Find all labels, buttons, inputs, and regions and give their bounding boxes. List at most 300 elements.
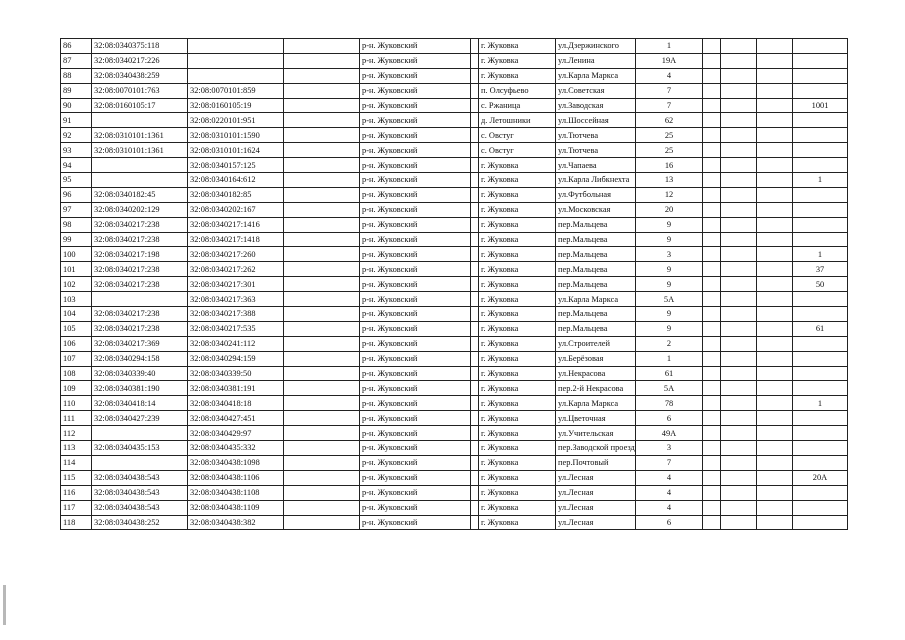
empty-cell (757, 128, 793, 143)
empty-cell (471, 247, 479, 262)
apartment-number-cell (793, 485, 848, 500)
apartment-number-cell (793, 411, 848, 426)
house-number-cell: 2 (636, 336, 703, 351)
row-number-cell: 89 (61, 83, 92, 98)
empty-cell (703, 68, 721, 83)
empty-cell (703, 485, 721, 500)
house-number-cell: 4 (636, 500, 703, 515)
empty-cell (721, 113, 757, 128)
house-number-cell: 13 (636, 173, 703, 188)
street-cell: пер.Почтовый (556, 455, 636, 470)
empty-cell (721, 366, 757, 381)
table-row (61, 336, 848, 351)
empty-cell (757, 351, 793, 366)
empty-cell (703, 247, 721, 262)
cadastral-number-cell: 32:08:0340435:153 (92, 441, 188, 456)
object-cadastral-number-cell: 32:08:0340438:382 (188, 515, 284, 530)
locality-cell: г. Жуковка (479, 485, 556, 500)
empty-cell (471, 68, 479, 83)
district-cell: р-н. Жуковский (360, 173, 471, 188)
street-cell: пер.Мальцева (556, 247, 636, 262)
empty-cell (284, 83, 360, 98)
empty-cell (703, 113, 721, 128)
object-cadastral-number-cell: 32:08:0340418:18 (188, 396, 284, 411)
empty-cell (284, 232, 360, 247)
apartment-number-cell: 37 (793, 262, 848, 277)
table-row (61, 53, 848, 68)
cadastral-number-cell: 32:08:0340438:543 (92, 485, 188, 500)
district-cell: р-н. Жуковский (360, 217, 471, 232)
empty-cell (703, 217, 721, 232)
empty-cell (721, 336, 757, 351)
object-cadastral-number-cell: 32:08:0340427:451 (188, 411, 284, 426)
empty-cell (284, 396, 360, 411)
street-cell: пер.2-й Некрасова (556, 381, 636, 396)
district-cell: р-н. Жуковский (360, 158, 471, 173)
empty-cell (471, 515, 479, 530)
object-cadastral-number-cell: 32:08:0340294:159 (188, 351, 284, 366)
empty-cell (721, 307, 757, 322)
empty-cell (721, 53, 757, 68)
street-cell: ул.Ленина (556, 53, 636, 68)
table-row (61, 158, 848, 173)
row-number-cell: 87 (61, 53, 92, 68)
empty-cell (703, 426, 721, 441)
empty-cell (471, 202, 479, 217)
empty-cell (284, 158, 360, 173)
street-cell: пер.Мальцева (556, 262, 636, 277)
table-row (61, 500, 848, 515)
house-number-cell: 7 (636, 98, 703, 113)
apartment-number-cell: 1001 (793, 98, 848, 113)
house-number-cell: 12 (636, 187, 703, 202)
house-number-cell: 4 (636, 470, 703, 485)
empty-cell (471, 113, 479, 128)
empty-cell (721, 217, 757, 232)
locality-cell: г. Жуковка (479, 68, 556, 83)
empty-cell (284, 426, 360, 441)
empty-cell (471, 500, 479, 515)
locality-cell: г. Жуковка (479, 381, 556, 396)
locality-cell: г. Жуковка (479, 217, 556, 232)
table-row (61, 455, 848, 470)
empty-cell (284, 173, 360, 188)
district-cell: р-н. Жуковский (360, 143, 471, 158)
street-cell: ул.Карла Маркса (556, 68, 636, 83)
house-number-cell: 49А (636, 426, 703, 441)
apartment-number-cell (793, 441, 848, 456)
cadastral-number-cell: 32:08:0310101:1361 (92, 143, 188, 158)
locality-cell: г. Жуковка (479, 307, 556, 322)
empty-cell (471, 426, 479, 441)
row-number-cell: 97 (61, 202, 92, 217)
cadastral-number-cell: 32:08:0340217:226 (92, 53, 188, 68)
cadastral-number-cell: 32:08:0340202:129 (92, 202, 188, 217)
row-number-cell: 109 (61, 381, 92, 396)
street-cell: пер.Мальцева (556, 307, 636, 322)
table-row (61, 411, 848, 426)
empty-cell (471, 187, 479, 202)
apartment-number-cell (793, 113, 848, 128)
house-number-cell: 25 (636, 128, 703, 143)
object-cadastral-number-cell: 32:08:0310101:1590 (188, 128, 284, 143)
row-number-cell: 111 (61, 411, 92, 426)
apartment-number-cell: 20А (793, 470, 848, 485)
cadastral-number-cell: 32:08:0340182:45 (92, 187, 188, 202)
empty-cell (471, 336, 479, 351)
empty-cell (721, 485, 757, 500)
empty-cell (703, 232, 721, 247)
street-cell: пер.Мальцева (556, 277, 636, 292)
district-cell: р-н. Жуковский (360, 515, 471, 530)
street-cell: пер.Мальцева (556, 217, 636, 232)
locality-cell: г. Жуковка (479, 262, 556, 277)
empty-cell (703, 202, 721, 217)
table-row (61, 426, 848, 441)
house-number-cell: 78 (636, 396, 703, 411)
table-row (61, 351, 848, 366)
empty-cell (703, 187, 721, 202)
apartment-number-cell (793, 128, 848, 143)
scan-edge-mark (3, 585, 6, 625)
empty-cell (757, 441, 793, 456)
empty-cell (471, 262, 479, 277)
empty-cell (471, 381, 479, 396)
object-cadastral-number-cell: 32:08:0340217:262 (188, 262, 284, 277)
table-row (61, 39, 848, 54)
object-cadastral-number-cell (188, 53, 284, 68)
empty-cell (284, 217, 360, 232)
row-number-cell: 113 (61, 441, 92, 456)
district-cell: р-н. Жуковский (360, 262, 471, 277)
district-cell: р-н. Жуковский (360, 98, 471, 113)
locality-cell: г. Жуковка (479, 500, 556, 515)
empty-cell (284, 366, 360, 381)
district-cell: р-н. Жуковский (360, 83, 471, 98)
table-row (61, 515, 848, 530)
apartment-number-cell (793, 366, 848, 381)
row-number-cell: 104 (61, 307, 92, 322)
house-number-cell: 9 (636, 217, 703, 232)
empty-cell (284, 68, 360, 83)
house-number-cell: 5А (636, 292, 703, 307)
row-number-cell: 95 (61, 173, 92, 188)
cadastral-number-cell: 32:08:0340217:238 (92, 277, 188, 292)
street-cell: ул.Цветочная (556, 411, 636, 426)
empty-cell (284, 292, 360, 307)
empty-cell (471, 128, 479, 143)
empty-cell (703, 143, 721, 158)
locality-cell: г. Жуковка (479, 336, 556, 351)
table-row (61, 485, 848, 500)
object-cadastral-number-cell: 32:08:0340217:388 (188, 307, 284, 322)
district-cell: р-н. Жуковский (360, 321, 471, 336)
empty-cell (721, 292, 757, 307)
registry-rows (61, 39, 848, 530)
row-number-cell: 108 (61, 366, 92, 381)
object-cadastral-number-cell: 32:08:0340217:535 (188, 321, 284, 336)
locality-cell: п. Олсуфьево (479, 83, 556, 98)
empty-cell (471, 351, 479, 366)
table-row (61, 187, 848, 202)
row-number-cell: 98 (61, 217, 92, 232)
empty-cell (703, 336, 721, 351)
empty-cell (721, 68, 757, 83)
apartment-number-cell: 61 (793, 321, 848, 336)
cadastral-number-cell: 32:08:0340217:198 (92, 247, 188, 262)
empty-cell (284, 113, 360, 128)
empty-cell (757, 173, 793, 188)
locality-cell: г. Жуковка (479, 351, 556, 366)
empty-cell (284, 485, 360, 500)
apartment-number-cell (793, 143, 848, 158)
table-row (61, 470, 848, 485)
empty-cell (721, 426, 757, 441)
apartment-number-cell (793, 202, 848, 217)
empty-cell (703, 277, 721, 292)
cadastral-number-cell: 32:08:0340381:190 (92, 381, 188, 396)
empty-cell (471, 143, 479, 158)
object-cadastral-number-cell: 32:08:0340217:1416 (188, 217, 284, 232)
table-row (61, 113, 848, 128)
empty-cell (471, 441, 479, 456)
district-cell: р-н. Жуковский (360, 39, 471, 54)
empty-cell (284, 277, 360, 292)
street-cell: ул.Лесная (556, 500, 636, 515)
empty-cell (757, 277, 793, 292)
empty-cell (721, 83, 757, 98)
cadastral-number-cell: 32:08:0340438:252 (92, 515, 188, 530)
street-cell: ул.Чапаева (556, 158, 636, 173)
empty-cell (703, 500, 721, 515)
empty-cell (284, 321, 360, 336)
house-number-cell: 61 (636, 366, 703, 381)
table-row (61, 247, 848, 262)
table-row (61, 68, 848, 83)
empty-cell (757, 366, 793, 381)
property-registry-table (60, 38, 848, 530)
row-number-cell: 114 (61, 455, 92, 470)
row-number-cell: 90 (61, 98, 92, 113)
locality-cell: г. Жуковка (479, 426, 556, 441)
house-number-cell: 6 (636, 411, 703, 426)
street-cell: пер.Мальцева (556, 321, 636, 336)
empty-cell (757, 158, 793, 173)
empty-cell (284, 187, 360, 202)
district-cell: р-н. Жуковский (360, 307, 471, 322)
empty-cell (703, 396, 721, 411)
empty-cell (471, 292, 479, 307)
object-cadastral-number-cell: 32:08:0340182:85 (188, 187, 284, 202)
table-row (61, 143, 848, 158)
empty-cell (721, 202, 757, 217)
apartment-number-cell (793, 336, 848, 351)
empty-cell (757, 217, 793, 232)
house-number-cell: 9 (636, 307, 703, 322)
empty-cell (703, 455, 721, 470)
row-number-cell: 118 (61, 515, 92, 530)
empty-cell (721, 396, 757, 411)
empty-cell (284, 202, 360, 217)
empty-cell (284, 98, 360, 113)
empty-cell (757, 321, 793, 336)
empty-cell (703, 470, 721, 485)
apartment-number-cell (793, 83, 848, 98)
locality-cell: г. Жуковка (479, 366, 556, 381)
locality-cell: г. Жуковка (479, 202, 556, 217)
empty-cell (471, 366, 479, 381)
row-number-cell: 116 (61, 485, 92, 500)
empty-cell (284, 128, 360, 143)
empty-cell (471, 83, 479, 98)
row-number-cell: 112 (61, 426, 92, 441)
locality-cell: г. Жуковка (479, 292, 556, 307)
street-cell: ул.Лесная (556, 515, 636, 530)
object-cadastral-number-cell: 32:08:0340241:112 (188, 336, 284, 351)
empty-cell (703, 381, 721, 396)
empty-cell (284, 336, 360, 351)
district-cell: р-н. Жуковский (360, 68, 471, 83)
street-cell: ул.Московская (556, 202, 636, 217)
house-number-cell: 6 (636, 515, 703, 530)
empty-cell (284, 470, 360, 485)
object-cadastral-number-cell: 32:08:0340217:1418 (188, 232, 284, 247)
table-row (61, 292, 848, 307)
cadastral-number-cell: 32:08:0340217:238 (92, 217, 188, 232)
apartment-number-cell (793, 68, 848, 83)
empty-cell (471, 277, 479, 292)
empty-cell (703, 366, 721, 381)
empty-cell (721, 143, 757, 158)
object-cadastral-number-cell: 32:08:0340438:1098 (188, 455, 284, 470)
empty-cell (721, 173, 757, 188)
district-cell: р-н. Жуковский (360, 500, 471, 515)
cadastral-number-cell (92, 292, 188, 307)
empty-cell (757, 143, 793, 158)
empty-cell (757, 202, 793, 217)
table-row (61, 277, 848, 292)
cadastral-number-cell (92, 455, 188, 470)
empty-cell (284, 515, 360, 530)
cadastral-number-cell (92, 426, 188, 441)
empty-cell (757, 232, 793, 247)
apartment-number-cell: 1 (793, 396, 848, 411)
table-row (61, 217, 848, 232)
empty-cell (284, 143, 360, 158)
cadastral-number-cell: 32:08:0340438:543 (92, 470, 188, 485)
object-cadastral-number-cell: 32:08:0340157:125 (188, 158, 284, 173)
object-cadastral-number-cell: 32:08:0340438:1109 (188, 500, 284, 515)
object-cadastral-number-cell: 32:08:0340429:97 (188, 426, 284, 441)
district-cell: р-н. Жуковский (360, 247, 471, 262)
house-number-cell: 1 (636, 351, 703, 366)
house-number-cell: 5А (636, 381, 703, 396)
cadastral-number-cell (92, 158, 188, 173)
empty-cell (757, 426, 793, 441)
empty-cell (757, 500, 793, 515)
object-cadastral-number-cell (188, 68, 284, 83)
empty-cell (721, 411, 757, 426)
object-cadastral-number-cell: 32:08:0160105:19 (188, 98, 284, 113)
empty-cell (703, 262, 721, 277)
house-number-cell: 9 (636, 277, 703, 292)
row-number-cell: 105 (61, 321, 92, 336)
empty-cell (471, 98, 479, 113)
locality-cell: г. Жуковка (479, 396, 556, 411)
table-row (61, 128, 848, 143)
cadastral-number-cell: 32:08:0340339:40 (92, 366, 188, 381)
district-cell: р-н. Жуковский (360, 202, 471, 217)
house-number-cell: 4 (636, 485, 703, 500)
street-cell: ул.Строителей (556, 336, 636, 351)
empty-cell (757, 83, 793, 98)
street-cell: ул.Карла Маркса (556, 292, 636, 307)
cadastral-number-cell: 32:08:0340427:239 (92, 411, 188, 426)
locality-cell: г. Жуковка (479, 158, 556, 173)
district-cell: р-н. Жуковский (360, 455, 471, 470)
empty-cell (721, 187, 757, 202)
empty-cell (721, 455, 757, 470)
street-cell: пер.Мальцева (556, 232, 636, 247)
row-number-cell: 117 (61, 500, 92, 515)
house-number-cell: 4 (636, 68, 703, 83)
apartment-number-cell (793, 500, 848, 515)
empty-cell (284, 500, 360, 515)
object-cadastral-number-cell: 32:08:0340381:191 (188, 381, 284, 396)
empty-cell (703, 515, 721, 530)
locality-cell: г. Жуковка (479, 247, 556, 262)
empty-cell (721, 351, 757, 366)
empty-cell (703, 351, 721, 366)
empty-cell (284, 411, 360, 426)
empty-cell (721, 321, 757, 336)
street-cell: ул.Лесная (556, 470, 636, 485)
row-number-cell: 93 (61, 143, 92, 158)
cadastral-number-cell: 32:08:0340217:238 (92, 232, 188, 247)
table-row (61, 98, 848, 113)
apartment-number-cell (793, 217, 848, 232)
locality-cell: г. Жуковка (479, 455, 556, 470)
street-cell: ул.Футбольная (556, 187, 636, 202)
apartment-number-cell (793, 307, 848, 322)
row-number-cell: 107 (61, 351, 92, 366)
district-cell: р-н. Жуковский (360, 381, 471, 396)
empty-cell (757, 470, 793, 485)
house-number-cell: 1 (636, 39, 703, 54)
row-number-cell: 86 (61, 39, 92, 54)
empty-cell (757, 68, 793, 83)
empty-cell (757, 53, 793, 68)
district-cell: р-н. Жуковский (360, 426, 471, 441)
table-row (61, 202, 848, 217)
cadastral-number-cell (92, 113, 188, 128)
empty-cell (703, 39, 721, 54)
empty-cell (284, 455, 360, 470)
row-number-cell: 115 (61, 470, 92, 485)
apartment-number-cell (793, 515, 848, 530)
district-cell: р-н. Жуковский (360, 187, 471, 202)
empty-cell (721, 277, 757, 292)
district-cell: р-н. Жуковский (360, 232, 471, 247)
table-row (61, 441, 848, 456)
locality-cell: с. Овстуг (479, 128, 556, 143)
row-number-cell: 94 (61, 158, 92, 173)
empty-cell (471, 173, 479, 188)
row-number-cell: 110 (61, 396, 92, 411)
empty-cell (471, 411, 479, 426)
street-cell: ул.Карла Маркса (556, 396, 636, 411)
locality-cell: г. Жуковка (479, 39, 556, 54)
